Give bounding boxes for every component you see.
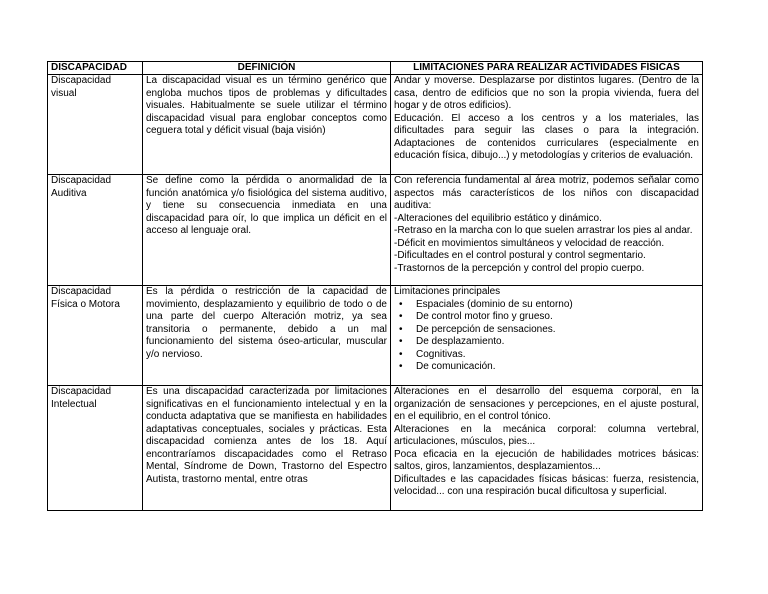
row-limitations bbox=[391, 386, 703, 511]
table-row bbox=[48, 386, 703, 511]
list-item: • Espaciales (dominio de su entorno) bbox=[394, 299, 699, 312]
limitation-paragraph: -Déficit en movimientos simultáneos y velocidad de reacción. bbox=[394, 237, 665, 249]
limitation-paragraph: Andar y moverse. Desplazarse por distintos lugares. (Dentro de la casa, dentro de edificios que no son la propia vivienda, fuera del hogar y de otros edificios). bbox=[394, 75, 699, 111]
table-header-row bbox=[48, 62, 703, 75]
limitation-paragraph: Alteraciones en el desarrollo del esquema corporal, en la organización de sensaciones y percepciones, en el ajuste postural, en el equilibrio, en el control tónico. bbox=[394, 386, 699, 422]
list-item: • Cognitivas. bbox=[394, 349, 699, 362]
row-definition: Se define como la pérdida o anormalidad de la función anatómica y/o fisiológica del sistema auditivo, y tiene su consecuencia inmediata en una discapacidad para oír, lo que implica un déficit en el acceso al lenguaje oral. bbox=[143, 175, 391, 286]
list-item: • De comunicación. bbox=[394, 361, 699, 374]
limitation-paragraph: Con referencia fundamental al área motriz, podemos señalar como aspectos más característicos de los niños con discapacidad auditiva: bbox=[394, 175, 699, 211]
limitation-paragraph: Alteraciones en la mecánica corporal: columna vertebral, articulaciones, músculos, pies... bbox=[394, 423, 699, 447]
list-item: • De desplazamiento. bbox=[394, 336, 699, 349]
table-row bbox=[48, 175, 703, 286]
row-category: Discapacidad Intelectual bbox=[48, 386, 143, 511]
header-category: DISCAPACIDAD bbox=[48, 62, 143, 75]
limitation-paragraph: Poca eficacia en la ejecución de habilidades motrices básicas: saltos, giros, lanzamientos, desplazamientos... bbox=[394, 448, 699, 472]
row-category: Discapacidad visual bbox=[48, 75, 143, 175]
row-definition: La discapacidad visual es un término genérico que engloba muchos tipos de problemas y dificultades visuales. Habitualmente se suele utilizar el término discapacidad visual para englobar conceptos como ceguera total y déficit visual (baja visión) bbox=[143, 75, 391, 175]
row-category: Discapacidad Auditiva bbox=[48, 175, 143, 286]
list-item: • De percepción de sensaciones. bbox=[394, 324, 699, 337]
row-category: Discapacidad Física o Motora bbox=[48, 286, 143, 386]
row-definition: Es una discapacidad caracterizada por limitaciones significativas en el funcionamiento intelectual y en la conducta adaptativa que se manifiesta en habilidades adaptativas conceptuales, sociales y prácticas. Esta discapacidad comienza antes de los 18. Aquí encontraríamos discapacidades como el Retraso Mental, Síndrome de Down, Trastorno del Espectro Autista, trastorno mental, entre otras bbox=[143, 386, 391, 511]
limitation-paragraph: Educación. El acceso a los centros y a los materiales, las dificultades para seguir las clases o para la integración. Adaptaciones de contenidos curriculares (especialmente en educación física, dibujo...) y metodologías y criterios de evaluación. bbox=[394, 112, 699, 161]
limitation-paragraph: Dificultades e las capacidades físicas básicas: fuerza, resistencia, velocidad... con una respiración bucal dificultosa y superficial. bbox=[394, 473, 699, 497]
limitation-bullet-list bbox=[394, 299, 699, 374]
limitation-paragraph: -Trastornos de la percepción y control del propio cuerpo. bbox=[394, 262, 645, 274]
disability-table bbox=[47, 61, 703, 511]
limitation-paragraph: -Retraso en la marcha con lo que suelen arrastrar los pies al andar. bbox=[394, 225, 693, 236]
table-row bbox=[48, 286, 703, 386]
row-limitations bbox=[391, 286, 703, 386]
limitation-paragraph: -Dificultades en el control postural y control segmentario. bbox=[394, 250, 646, 261]
table-row bbox=[48, 75, 703, 175]
row-limitations bbox=[391, 175, 703, 286]
row-definition: Es la pérdida o restricción de la capacidad de movimiento, desplazamiento y equilibrio de todo o de una parte del cuerpo Alteración motriz, ya sea transitoria o permanente, debido a un mal funcionamiento del sistema óseo-articular, muscular y/o nervioso. bbox=[143, 286, 391, 386]
list-item: • De control motor fino y grueso. bbox=[394, 311, 699, 324]
row-limitations bbox=[391, 75, 703, 175]
limitation-paragraph: -Alteraciones del equilibrio estático y dinámico. bbox=[394, 212, 602, 224]
limitation-intro: Limitaciones principales bbox=[394, 286, 501, 297]
header-limitations: LIMITACIONES PARA REALIZAR ACTIVIDADES FÍSICAS bbox=[391, 62, 703, 75]
header-definition: DEFINICIÓN bbox=[143, 62, 391, 75]
